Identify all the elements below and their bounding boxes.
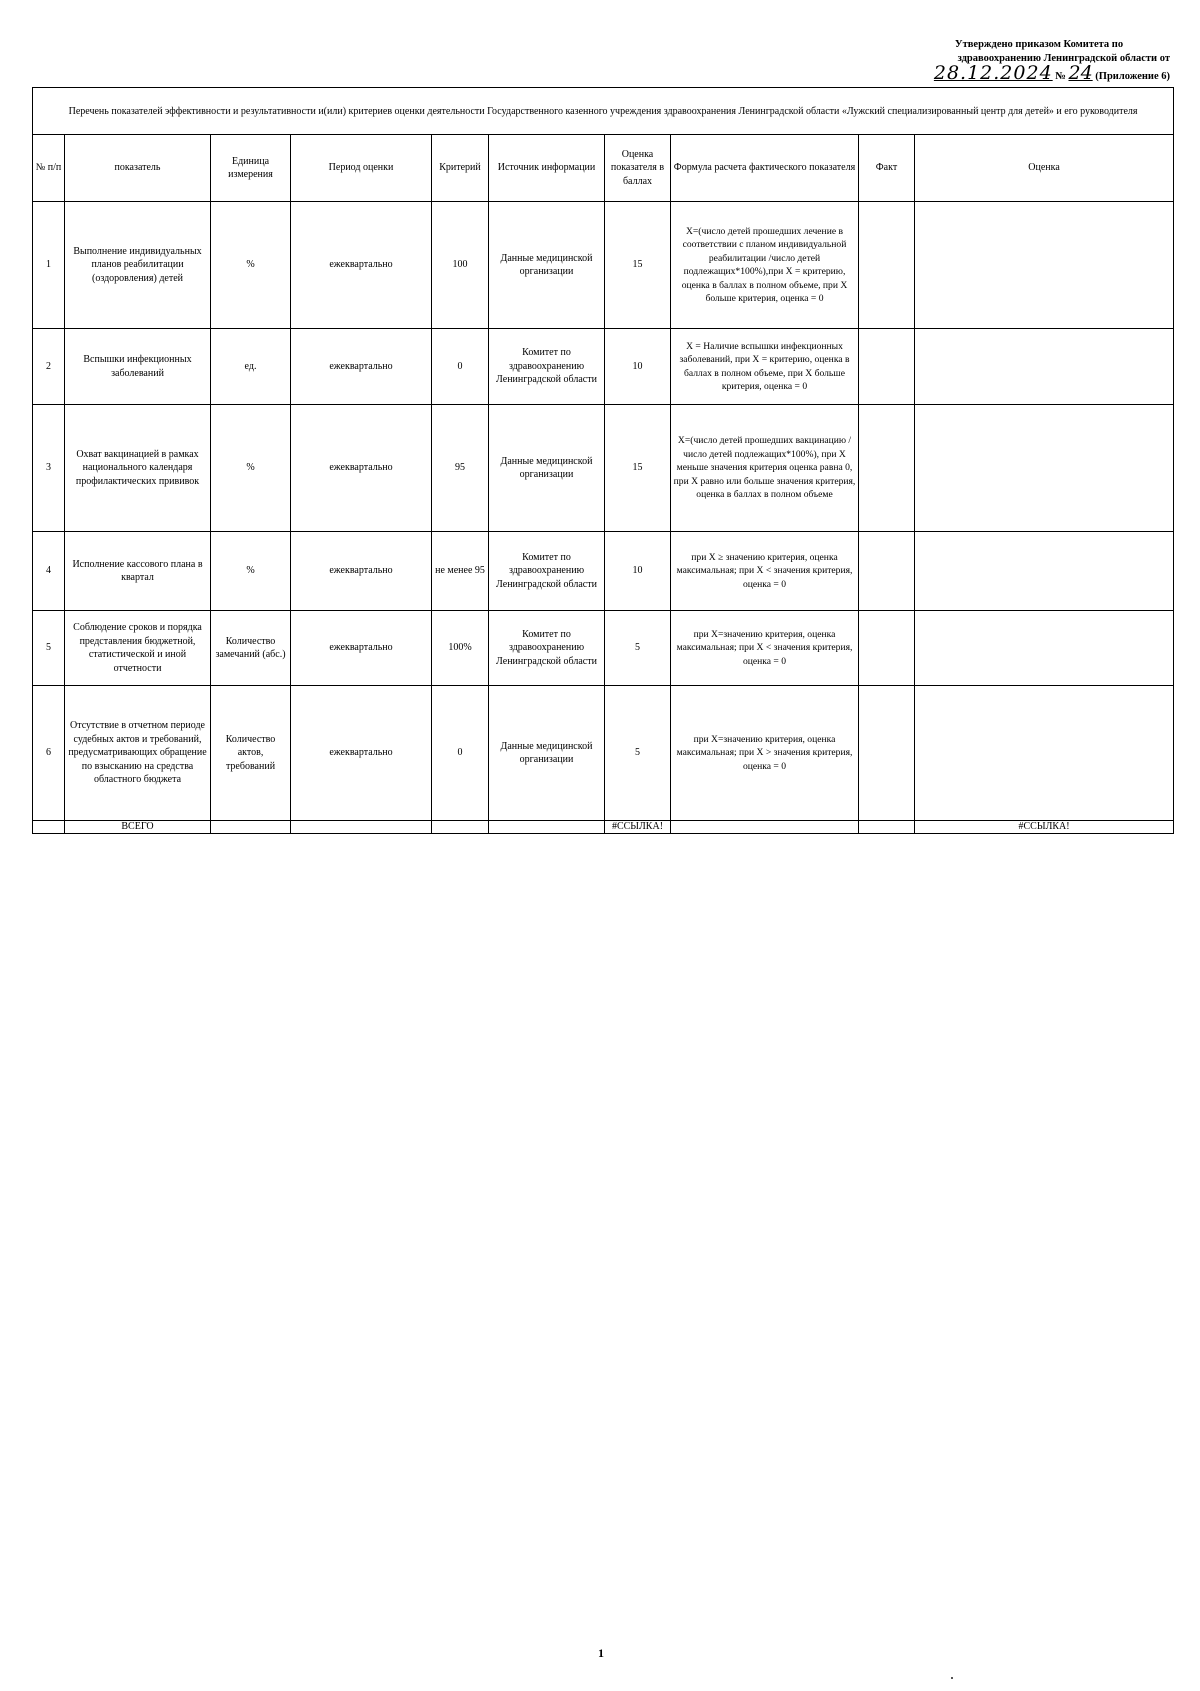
cell-fact: [859, 202, 915, 329]
cell-source: Комитет по здравоохранению Ленинградской области: [489, 329, 605, 405]
cell-evaluation: [915, 329, 1174, 405]
table-row: [33, 405, 1174, 532]
cell-formula: Х=(число детей прошедших лечение в соответствии с планом индивидуальной реабилитации /число детей подлежащих*100%),при Х = критерию, оценка в баллах в полном объеме, при Х больше критерия, оценка = 0: [671, 202, 859, 329]
cell-score: 15: [605, 202, 671, 329]
header-period: Период оценки: [291, 135, 432, 202]
approval-line-1: Утверждено приказом Комитета по: [954, 39, 1124, 50]
header-unit: Единица измерения: [211, 135, 291, 202]
header-row: [33, 135, 1174, 202]
cell-formula: Х=(число детей прошедших вакцинацию /число детей подлежащих*100%), при Х меньше значения критерия оценка равна 0, при Х равно или больше значения критерия, оценка в баллах в полном объеме: [671, 405, 859, 532]
cell-criterion: 100: [432, 202, 489, 329]
header-indicator: показатель: [65, 135, 211, 202]
cell-criterion: не менее 95: [432, 532, 489, 611]
cell-fact: [859, 686, 915, 821]
cell-unit: %: [211, 202, 291, 329]
cell-evaluation: [915, 202, 1174, 329]
cell-fact: [859, 405, 915, 532]
appendix-label: (Приложение 6): [1095, 71, 1170, 82]
cell-unit: Количество актов, требований: [211, 686, 291, 821]
cell-unit: Количество замечаний (абс.): [211, 611, 291, 686]
cell-indicator: Соблюдение сроков и порядка представления бюджетной, статистической и иной отчетности: [65, 611, 211, 686]
cell-num: 4: [33, 532, 65, 611]
cell-formula: Х = Наличие вспышки инфекционных заболеваний, при Х = критерию, оценка в баллах в полном объеме, при Х больше критерия, оценка = 0: [671, 329, 859, 405]
cell-source: Данные медицинской организации: [489, 405, 605, 532]
cell-indicator: Отсутствие в отчетном периоде судебных актов и требований, предусматривающих обращение по взысканию на средства областного бюджета: [65, 686, 211, 821]
cell-source: Комитет по здравоохранению Ленинградской области: [489, 532, 605, 611]
approval-date-line: [908, 62, 1170, 84]
approval-line-2: здравоохранению Ленинградской области от: [957, 53, 1170, 64]
cell-criterion: 0: [432, 329, 489, 405]
cell-evaluation: [915, 686, 1174, 821]
number-prefix: №: [1055, 71, 1066, 82]
table-title-row: [33, 88, 1174, 135]
cell-num: 1: [33, 202, 65, 329]
approval-stamp: [908, 38, 1170, 84]
cell-period: ежеквартально: [291, 532, 432, 611]
cell-num: 5: [33, 611, 65, 686]
cell-indicator: Вспышки инфекционных заболеваний: [65, 329, 211, 405]
cell-evaluation: [915, 611, 1174, 686]
cell-unit: %: [211, 532, 291, 611]
table-title: Перечень показателей эффективности и результативности и(или) критериев оценки деятельности Государственного казенного учреждения здравоохранения Ленинградской области «Лужский специализированный центр для детей» и его руководителя: [33, 88, 1174, 135]
cell-indicator: Выполнение индивидуальных планов реабилитации (оздоровления) детей: [65, 202, 211, 329]
cell-criterion: 0: [432, 686, 489, 821]
cell-period: ежеквартально: [291, 611, 432, 686]
total-empty-num: [33, 821, 65, 834]
indicators-table: [32, 87, 1174, 834]
table-row: [33, 532, 1174, 611]
cell-unit: ед.: [211, 329, 291, 405]
header-score: Оценка показателя в баллах: [605, 135, 671, 202]
table-row: [33, 686, 1174, 821]
header-formula: Формула расчета фактического показателя: [671, 135, 859, 202]
cell-period: ежеквартально: [291, 329, 432, 405]
table-row: [33, 611, 1174, 686]
cell-indicator: Исполнение кассового плана в квартал: [65, 532, 211, 611]
cell-evaluation: [915, 405, 1174, 532]
total-empty-criterion: [432, 821, 489, 834]
cell-indicator: Охват вакцинацией в рамках национального календаря профилактических прививок: [65, 405, 211, 532]
cell-score: 10: [605, 329, 671, 405]
cell-criterion: 100%: [432, 611, 489, 686]
cell-score: 5: [605, 686, 671, 821]
cell-evaluation: [915, 532, 1174, 611]
total-empty-source: [489, 821, 605, 834]
cell-fact: [859, 611, 915, 686]
total-empty-formula: [671, 821, 859, 834]
cell-formula: при Х ≥ значению критерия, оценка максимальная; при Х < значения критерия, оценка = 0: [671, 532, 859, 611]
cell-formula: при Х=значению критерия, оценка максимальная; при Х > значения критерия, оценка = 0: [671, 686, 859, 821]
total-score: #ССЫЛКА!: [605, 821, 671, 834]
total-evaluation: #ССЫЛКА!: [915, 821, 1174, 834]
header-source: Источник информации: [489, 135, 605, 202]
total-empty-period: [291, 821, 432, 834]
cell-source: Данные медицинской организации: [489, 202, 605, 329]
total-label: ВСЕГО: [65, 821, 211, 834]
cell-source: Комитет по здравоохранению Ленинградской области: [489, 611, 605, 686]
table-row: [33, 329, 1174, 405]
cell-period: ежеквартально: [291, 202, 432, 329]
cell-score: 15: [605, 405, 671, 532]
total-row: [33, 821, 1174, 834]
page-number: 1: [598, 1646, 604, 1660]
total-empty-fact: [859, 821, 915, 834]
scan-speck: [951, 1677, 953, 1679]
handwritten-date: 28.12.2024: [933, 62, 1053, 84]
cell-num: 6: [33, 686, 65, 821]
cell-num: 2: [33, 329, 65, 405]
cell-period: ежеквартально: [291, 686, 432, 821]
cell-fact: [859, 532, 915, 611]
cell-criterion: 95: [432, 405, 489, 532]
header-evaluation: Оценка: [915, 135, 1174, 202]
header-num: № п/п: [33, 135, 65, 202]
cell-fact: [859, 329, 915, 405]
cell-period: ежеквартально: [291, 405, 432, 532]
table-row: [33, 202, 1174, 329]
cell-num: 3: [33, 405, 65, 532]
cell-source: Данные медицинской организации: [489, 686, 605, 821]
cell-unit: %: [211, 405, 291, 532]
total-empty-unit: [211, 821, 291, 834]
header-fact: Факт: [859, 135, 915, 202]
cell-formula: при Х=значению критерия, оценка максимальная; при Х < значения критерия, оценка = 0: [671, 611, 859, 686]
header-criterion: Критерий: [432, 135, 489, 202]
cell-score: 10: [605, 532, 671, 611]
handwritten-number: 24: [1068, 62, 1093, 84]
cell-score: 5: [605, 611, 671, 686]
